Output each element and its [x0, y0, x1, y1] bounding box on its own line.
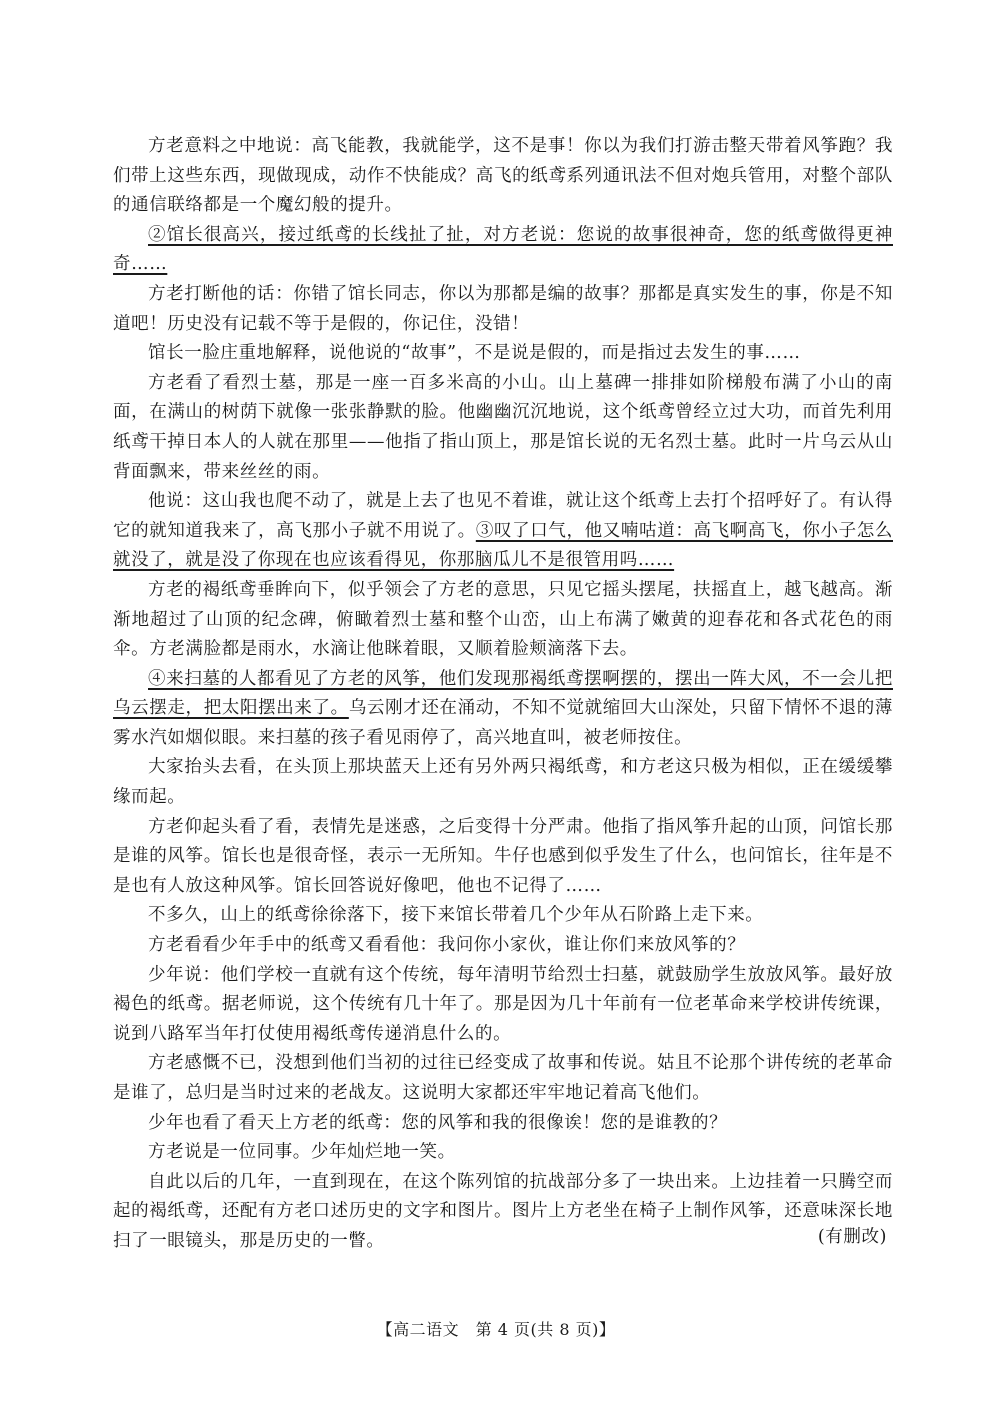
paragraph-14: 方老感慨不已，没想到他们当初的过往已经变成了故事和传说。姑且不论那个讲传统的老革命是谁了，总归是当时过来的老战友。这说明大家都还牢牢地记着高飞他们。 [113, 1053, 893, 1103]
paragraph-8-marked: ④来扫墓的人都看见了方老的风筝，他们发现那褐纸鸢摆啊摆的，摆出一阵大风，不一会儿把乌云摆走，把太阳摆出来了。乌云刚才还在涌动，不知不觉就缩回大山深处，只留下情怀不退的薄雾水汽如烟似眼。来扫墓的孩子看见雨停了，高兴地直叫，被老师按住。 [113, 668, 893, 748]
adaptation-note: (有删改) [817, 1227, 887, 1247]
paragraph-1: 方老意料之中地说：高飞能教，我就能学，这不是事！你以为我们打游击整天带着风筝跑？我们带上这些东西，现做现成，动作不快能成？高飞的纸鸢系列通讯法不但对炮兵管用，对整个部队的通信联络都是一个魔幻般的提升。 [113, 136, 893, 216]
paragraph-9: 大家抬头去看，在头顶上那块蓝天上还有另外两只褐纸鸢，和方老这只极为相似，正在缓缓攀缘而起。 [113, 757, 893, 808]
paragraph-7: 方老的褐纸鸢垂眸向下，似乎领会了方老的意思，只见它摇头摆尾，扶摇直上，越飞越高。渐渐地超过了山顶的纪念碑，俯瞰着烈士墓和整个山峦，山上布满了嫩黄的迎春花和各式花色的雨伞。方老满脸都是雨水，水滴让他眯着眼，又顺着脸颊滴落下去。 [113, 579, 893, 660]
underlined-sentence-2: ②馆长很高兴，接过纸鸢的长线扯了扯，对方老说：您说的故事很神奇，您的纸鸢做得更神奇…… [113, 224, 893, 275]
paragraph-5: 方老看了看烈士墓，那是一座一百多米高的小山。山上墓碑一排排如阶梯般布满了小山的南面，在满山的树荫下就像一张张静默的脸。他幽幽沉沉地说，这个纸鸢曾经立过大功，而首先利用纸鸢干掉日本人的人就在那里——他指了指山顶上，那是馆长说的无名烈士墓。此时一片乌云从山背面飘来，带来丝丝的雨。 [113, 372, 893, 482]
underlined-sentence-3: ③叹了口气，他又喃咕道：高飞啊高飞，你小子怎么就没了，就是没了你现在也应该看得见，你那脑瓜儿不是很管用吗…… [113, 520, 893, 571]
paragraph-6-marked: 他说：这山我也爬不动了，就是上去了也见不着谁，就让这个纸鸢上去打个招呼好了。有认得它的就知道我来了，高飞那小子就不用说了。③叹了口气，他又喃咕道：高飞啊高飞，你小子怎么就没了，就是没了你现在也应该看得见，你那脑瓜儿不是很管用吗…… [113, 491, 893, 571]
paragraph-11: 不多久，山上的纸鸢徐徐落下，接下来馆长带着几个少年从石阶路上走下来。 [148, 905, 764, 926]
paragraph-16: 方老说是一位同事。少年灿烂地一笑。 [148, 1142, 456, 1163]
paragraph-15: 少年也看了看天上方老的纸鸢：您的风筝和我的很像诶！您的是谁教的？ [148, 1112, 728, 1133]
underlined-sentence-4: ④来扫墓的人都看见了方老的风筝，他们发现那褐纸鸢摆啊摆的，摆出一阵大风，不一会儿把乌云摆走，把太阳摆出来了。 [113, 668, 893, 719]
paragraph-3: 方老打断他的话：你错了馆长同志，你以为那都是编的故事？那都是真实发生的事，你是不知道吧！历史没有记载不等于是假的，你记住，没错！ [113, 283, 893, 334]
paragraph-12: 方老看看少年手中的纸鸢又看看他：我问你小家伙，谁让你们来放风筝的？ [148, 935, 746, 956]
page-footer: 【高二语文 第 4 页(共 8 页)】 [376, 1320, 616, 1339]
paragraph-4: 馆长一脸庄重地解释，说他说的“故事”，不是说是假的，而是指过去发生的事…… [148, 343, 801, 364]
article-body [113, 132, 893, 1257]
paragraph-17: 自此以后的几年，一直到现在，在这个陈列馆的抗战部分多了一块出来。上边挂着一只腾空而起的褐纸鸢，还配有方老口述历史的文字和图片。图片上方老坐在椅子上制作风筝，还意味深长地扫了一眼镜头，那是历史的一瞥。 [113, 1171, 893, 1251]
paragraph-10: 方老仰起头看了看，表情先是迷惑，之后变得十分严肃。他指了指风筝升起的山顶，问馆长那是谁的风筝。馆长也是很奇怪，表示一无所知。牛仔也感到似乎发生了什么，也问馆长，往年是不是也有人放这种风筝。馆长回答说好像吧，他也不记得了…… [113, 816, 893, 896]
paragraph-2-marked [113, 221, 893, 280]
paragraph-13: 少年说：他们学校一直就有这个传统，每年清明节给烈士扫墓，就鼓励学生放放风筝。最好放褐色的纸鸢。据老师说，这个传统有几十年了。那是因为几十年前有一位老革命来学校讲传统课，说到八路军当年打仗使用褐纸鸢传递消息什么的。 [113, 964, 893, 1044]
